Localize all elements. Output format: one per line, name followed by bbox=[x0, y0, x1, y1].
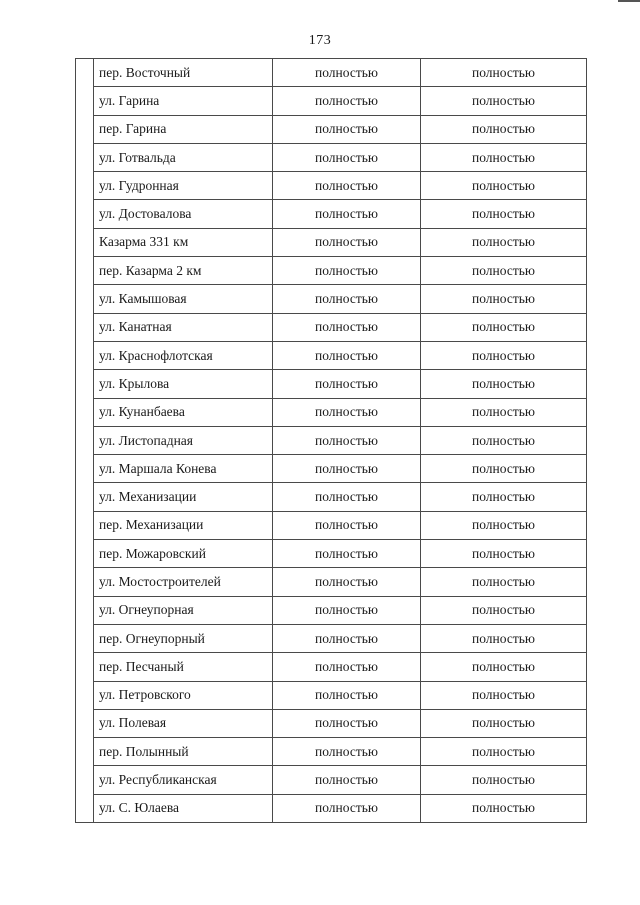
row-number-cell bbox=[76, 370, 94, 398]
row-number-cell bbox=[76, 540, 94, 568]
row-number-cell bbox=[76, 228, 94, 256]
table-row bbox=[76, 540, 587, 568]
row-number-cell bbox=[76, 172, 94, 200]
coverage-cell-2: полностью bbox=[421, 172, 587, 200]
street-name-cell: пер. Огнеупорный bbox=[94, 624, 273, 652]
street-name-cell: пер. Механизации bbox=[94, 511, 273, 539]
coverage-cell-2: полностью bbox=[421, 596, 587, 624]
coverage-cell-2: полностью bbox=[421, 87, 587, 115]
row-number-cell bbox=[76, 568, 94, 596]
row-number-cell bbox=[76, 455, 94, 483]
street-name-cell: Казарма 331 км bbox=[94, 228, 273, 256]
coverage-cell-2: полностью bbox=[421, 540, 587, 568]
table-row bbox=[76, 681, 587, 709]
table-row bbox=[76, 455, 587, 483]
coverage-cell-1: полностью bbox=[273, 341, 421, 369]
table-row bbox=[76, 653, 587, 681]
street-name-cell: ул. Гудронная bbox=[94, 172, 273, 200]
coverage-cell-2: полностью bbox=[421, 681, 587, 709]
street-name-cell: ул. Готвальда bbox=[94, 143, 273, 171]
table-row bbox=[76, 370, 587, 398]
coverage-cell-1: полностью bbox=[273, 370, 421, 398]
table-row bbox=[76, 200, 587, 228]
coverage-cell-1: полностью bbox=[273, 709, 421, 737]
coverage-cell-2: полностью bbox=[421, 568, 587, 596]
row-number-cell bbox=[76, 511, 94, 539]
coverage-cell-2: полностью bbox=[421, 766, 587, 794]
coverage-cell-1: полностью bbox=[273, 794, 421, 822]
scan-corner-mark bbox=[618, 0, 640, 2]
table-row bbox=[76, 59, 587, 87]
street-name-cell: ул. Полевая bbox=[94, 709, 273, 737]
street-name-cell: ул. Маршала Конева bbox=[94, 455, 273, 483]
coverage-cell-2: полностью bbox=[421, 257, 587, 285]
street-name-cell: ул. Гарина bbox=[94, 87, 273, 115]
coverage-cell-1: полностью bbox=[273, 115, 421, 143]
table-row bbox=[76, 511, 587, 539]
street-name-cell: ул. Кунанбаева bbox=[94, 398, 273, 426]
street-name-cell: ул. Достовалова bbox=[94, 200, 273, 228]
street-name-cell: пер. Песчаный bbox=[94, 653, 273, 681]
street-name-cell: ул. Крылова bbox=[94, 370, 273, 398]
coverage-cell-1: полностью bbox=[273, 143, 421, 171]
row-number-cell bbox=[76, 285, 94, 313]
street-name-cell: ул. Петровского bbox=[94, 681, 273, 709]
street-name-cell: пер. Гарина bbox=[94, 115, 273, 143]
table-row bbox=[76, 794, 587, 822]
row-number-cell bbox=[76, 624, 94, 652]
coverage-cell-1: полностью bbox=[273, 483, 421, 511]
coverage-cell-1: полностью bbox=[273, 285, 421, 313]
coverage-cell-2: полностью bbox=[421, 341, 587, 369]
table-row bbox=[76, 398, 587, 426]
coverage-cell-1: полностью bbox=[273, 87, 421, 115]
row-number-cell bbox=[76, 87, 94, 115]
row-number-cell bbox=[76, 115, 94, 143]
coverage-cell-2: полностью bbox=[421, 285, 587, 313]
row-number-cell bbox=[76, 681, 94, 709]
row-number-cell bbox=[76, 143, 94, 171]
coverage-cell-1: полностью bbox=[273, 228, 421, 256]
row-number-cell bbox=[76, 341, 94, 369]
coverage-cell-2: полностью bbox=[421, 228, 587, 256]
table-row bbox=[76, 313, 587, 341]
table-row bbox=[76, 228, 587, 256]
street-name-cell: ул. Мостостроителей bbox=[94, 568, 273, 596]
coverage-cell-2: полностью bbox=[421, 511, 587, 539]
row-number-cell bbox=[76, 653, 94, 681]
street-name-cell: ул. Краснофлотская bbox=[94, 341, 273, 369]
coverage-cell-1: полностью bbox=[273, 313, 421, 341]
coverage-cell-2: полностью bbox=[421, 426, 587, 454]
street-name-cell: пер. Можаровский bbox=[94, 540, 273, 568]
row-number-cell bbox=[76, 738, 94, 766]
coverage-cell-2: полностью bbox=[421, 59, 587, 87]
coverage-cell-2: полностью bbox=[421, 483, 587, 511]
row-number-cell bbox=[76, 257, 94, 285]
street-name-cell: ул. С. Юлаева bbox=[94, 794, 273, 822]
coverage-cell-2: полностью bbox=[421, 398, 587, 426]
table-row bbox=[76, 483, 587, 511]
coverage-cell-1: полностью bbox=[273, 738, 421, 766]
row-number-cell bbox=[76, 426, 94, 454]
coverage-cell-1: полностью bbox=[273, 653, 421, 681]
row-number-cell bbox=[76, 596, 94, 624]
coverage-cell-2: полностью bbox=[421, 115, 587, 143]
coverage-cell-1: полностью bbox=[273, 596, 421, 624]
row-number-cell bbox=[76, 709, 94, 737]
streets-table bbox=[75, 58, 587, 823]
street-name-cell: ул. Огнеупорная bbox=[94, 596, 273, 624]
coverage-cell-1: полностью bbox=[273, 766, 421, 794]
coverage-cell-2: полностью bbox=[421, 624, 587, 652]
table-row bbox=[76, 115, 587, 143]
table-row bbox=[76, 172, 587, 200]
coverage-cell-1: полностью bbox=[273, 59, 421, 87]
street-name-cell: пер. Казарма 2 км bbox=[94, 257, 273, 285]
table-row bbox=[76, 709, 587, 737]
coverage-cell-1: полностью bbox=[273, 681, 421, 709]
coverage-cell-1: полностью bbox=[273, 568, 421, 596]
streets-table-body bbox=[76, 59, 587, 823]
coverage-cell-1: полностью bbox=[273, 257, 421, 285]
street-name-cell: ул. Канатная bbox=[94, 313, 273, 341]
coverage-cell-1: полностью bbox=[273, 398, 421, 426]
page-number: 173 bbox=[308, 33, 332, 48]
row-number-cell bbox=[76, 483, 94, 511]
coverage-cell-2: полностью bbox=[421, 738, 587, 766]
coverage-cell-2: полностью bbox=[421, 794, 587, 822]
coverage-cell-1: полностью bbox=[273, 540, 421, 568]
coverage-cell-1: полностью bbox=[273, 455, 421, 483]
street-name-cell: ул. Камышовая bbox=[94, 285, 273, 313]
table-row bbox=[76, 341, 587, 369]
table-row bbox=[76, 143, 587, 171]
table-row bbox=[76, 426, 587, 454]
coverage-cell-2: полностью bbox=[421, 200, 587, 228]
table-row bbox=[76, 624, 587, 652]
coverage-cell-1: полностью bbox=[273, 426, 421, 454]
row-number-cell bbox=[76, 766, 94, 794]
row-number-cell bbox=[76, 313, 94, 341]
row-number-cell bbox=[76, 200, 94, 228]
coverage-cell-2: полностью bbox=[421, 143, 587, 171]
street-name-cell: ул. Листопадная bbox=[94, 426, 273, 454]
row-number-cell bbox=[76, 398, 94, 426]
coverage-cell-2: полностью bbox=[421, 370, 587, 398]
coverage-cell-2: полностью bbox=[421, 709, 587, 737]
coverage-cell-2: полностью bbox=[421, 313, 587, 341]
row-number-cell bbox=[76, 59, 94, 87]
coverage-cell-2: полностью bbox=[421, 653, 587, 681]
street-name-cell: ул. Механизации bbox=[94, 483, 273, 511]
coverage-cell-1: полностью bbox=[273, 624, 421, 652]
coverage-cell-2: полностью bbox=[421, 455, 587, 483]
coverage-cell-1: полностью bbox=[273, 172, 421, 200]
table-row bbox=[76, 285, 587, 313]
table-row bbox=[76, 596, 587, 624]
street-name-cell: ул. Республиканская bbox=[94, 766, 273, 794]
table-row bbox=[76, 568, 587, 596]
coverage-cell-1: полностью bbox=[273, 200, 421, 228]
coverage-cell-1: полностью bbox=[273, 511, 421, 539]
table-row bbox=[76, 87, 587, 115]
street-name-cell: пер. Восточный bbox=[94, 59, 273, 87]
row-number-cell bbox=[76, 794, 94, 822]
table-row bbox=[76, 257, 587, 285]
table-row bbox=[76, 738, 587, 766]
street-name-cell: пер. Полынный bbox=[94, 738, 273, 766]
table-row bbox=[76, 766, 587, 794]
